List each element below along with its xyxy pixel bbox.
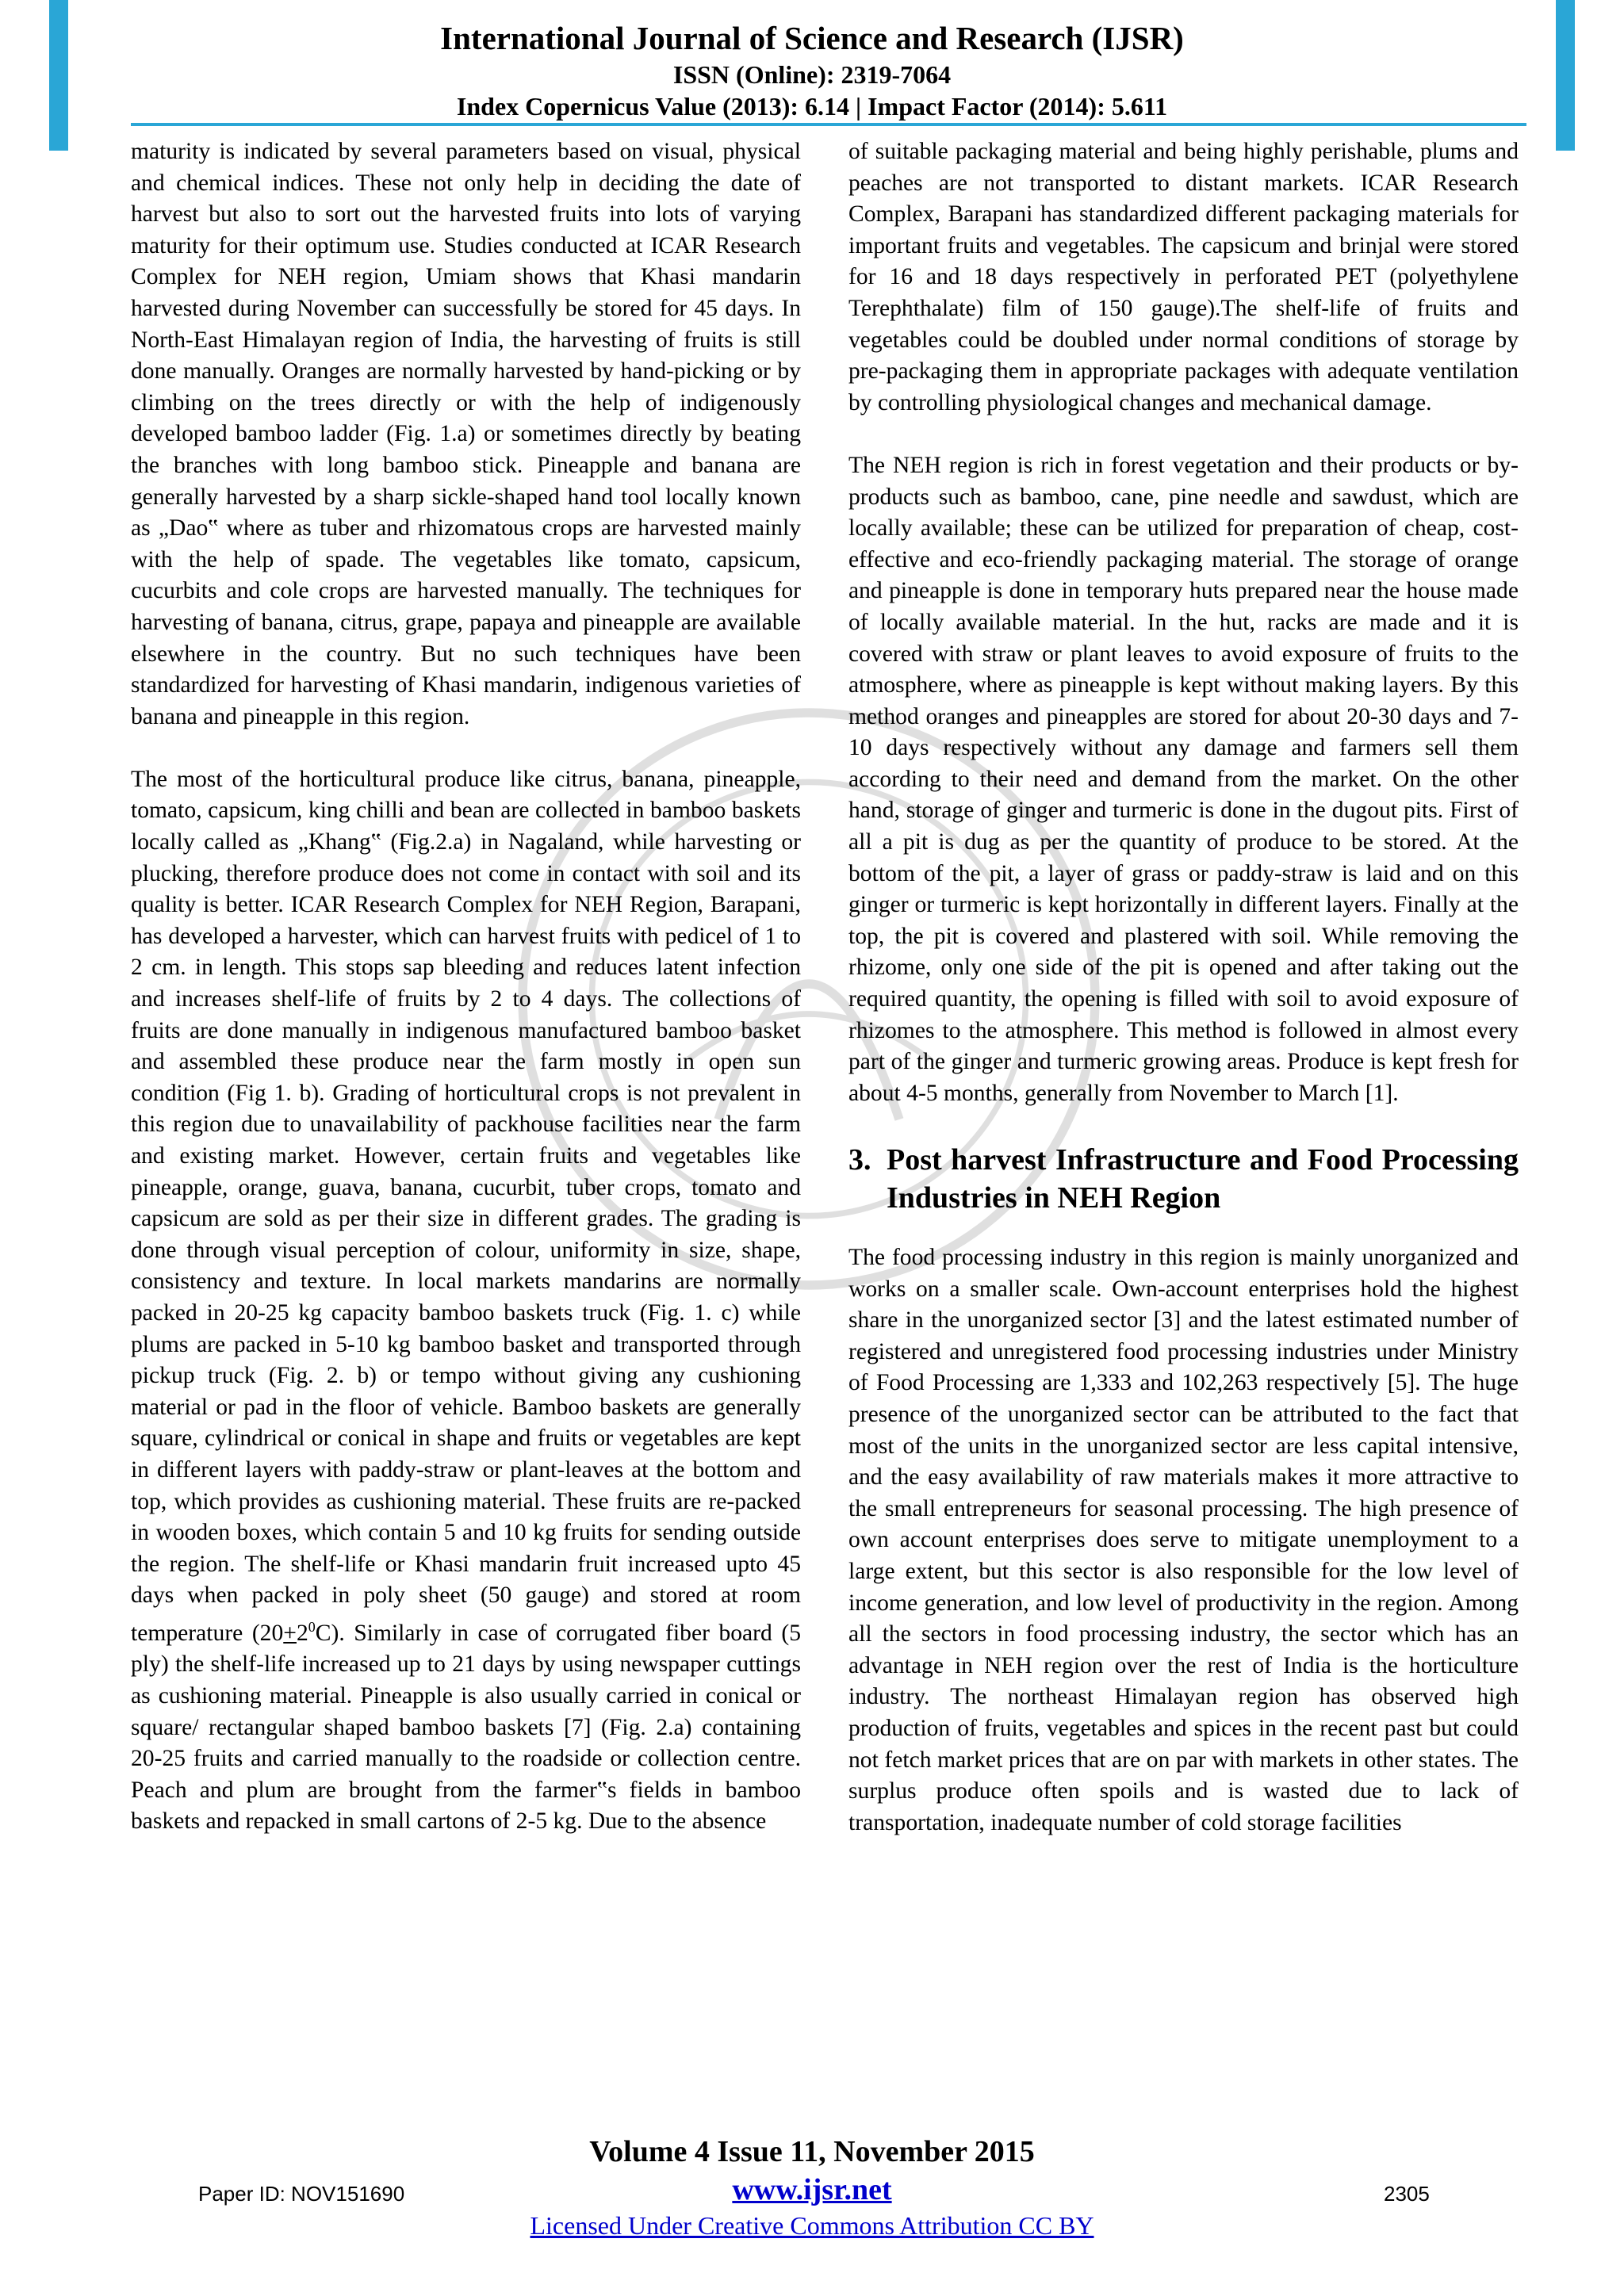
paragraph: of suitable packaging material and being highly perishable, plums and peaches are not transported to distant markets. ICAR Research Complex, Barapani has standardized different packaging materials for important fruits and vegetables. The capsicum and brinjal were stored for 16 and 18 days respectively in perforated PET (polyethylene Terephthalate) film of 150 gauge).The shelf-life of fruits and vegetables could be doubled under normal conditions of storage by pre-packaging them in appropriate packages with adequate ventilation by controlling physiological changes and mechanical damage. xyxy=(848,139,1519,415)
page-header xyxy=(0,17,1624,122)
journal-title: International Journal of Science and Research (IJSR) xyxy=(440,20,1184,56)
page-number: 2305 xyxy=(1384,2182,1430,2206)
paragraph: The NEH region is rich in forest vegetation and their products or by-products such as bamboo, cane, pine needle and sawdust, which are locally available; these can be utilized for preparation of cheap, cost-effective and eco-friendly packaging material. The storage of orange and pineapple is done in temporary huts prepared near the house made of locally available material. In the hut, racks are made and it is covered with straw or plant leaves to avoid exposure of fruits to the atmosphere, where as pineapple is kept without making layers. By this method oranges and pineapples are stored for about 20-30 days and 7-10 days respectively without any damage and farmers sell them according to their need and demand from the market. On the other hand, storage of ginger and turmeric is done in the dugout pits. First of all a pit is dug as per the quantity of produce to be stored. At the bottom of the pit, a layer of grass or paddy-straw is laid and on this ginger or turmeric is kept horizontally in different layers. Finally at the top, the pit is covered and plastered with soil. While removing the rhizome, only one side of the pit is opened and after taking out the required quantity, the opening is filled with soil to avoid exposure of rhizomes to the atmosphere. This method is followed in almost every part of the ginger and turmeric growing areas. Produce is kept fresh for about 4-5 months, generally from November to March [1]. xyxy=(848,452,1519,1106)
section-number: 3. xyxy=(848,1143,871,1177)
paragraph: The most of the horticultural produce like citrus, banana, pineapple, tomato, capsicum, king chilli and bean are collected in bamboo baskets locally called as „Khang‟ (Fig.2.a) in Nagaland, while harvesting or plucking, therefore produce does not come in contact with soil and its quality is better. ICAR Research Complex for NEH Region, Barapani, has developed a harvester, which can harvest fruits with pedicel of 1 to 2 cm. in length. This stops sap bleeding and reduces latent infection and increases shelf-life of fruits by 2 to 4 days. The collections of fruits are done manually in indigenous manufactured bamboo basket and assembled these produce near the farm mostly in open sun condition (Fig 1. b). Grading of horticultural crops is not prevalent in this region due to unavailability of packhouse facilities near the farm and existing market. However, certain fruits and vegetables like pineapple, orange, guava, banana, cucurbit, tuber crops, tomato and capsicum are sold as per their size in different grades. The grading is done through visual perception of colour, uniformity in size, shape, consistency and texture. In local markets mandarins are normally packed in 20-25 kg capacity bamboo baskets truck (Fig. 1. c) while plums are packed in 5-10 kg bamboo basket and transported through pickup truck (Fig. 2. b) or tempo without giving any cushioning material or pad in the floor of vehicle. Bamboo baskets are generally square, cylindrical or conical in shape and fruits or vegetables are kept in different layers with paddy-straw or plant-leaves at the bottom and top, which provides as cushioning material. These fruits are re-packed in wooden boxes, which contain 5 and 10 kg fruits for sending outside the region. The shelf-life or Khasi mandarin fruit increased upto 45 days when packed in poly sheet (50 gauge) and stored at room temperature $(20+2^0C)$. Similarly in case of corrugated fiber board (5 ply) the shelf-life increased up to 21 days by using newspaper cuttings as cushioning material. Pineapple is also usually carried in conical or square/ rectangular shaped bamboo baskets [7] (Fig. 2.a) containing 20-25 fruits and carried manually to the roadside or collection centre. Peach and plum are brought from the farmer‟s fields in bamboo baskets and repacked in small cartons of 2-5 kg. Due to the absence xyxy=(131,766,801,1835)
journal-website-link[interactable]: www.ijsr.net xyxy=(732,2173,892,2206)
license-link[interactable]: Licensed Under Creative Commons Attribution CC BY xyxy=(530,2211,1094,2240)
issn-line: ISSN (Online): 2319-7064 xyxy=(672,60,952,89)
left-column xyxy=(131,136,801,1838)
volume-line: Volume 4 Issue 11, November 2015 xyxy=(589,2135,1035,2168)
section-title: Post harvest Infrastructure and Food Processing Industries in NEH Region xyxy=(887,1143,1519,1215)
header-divider xyxy=(131,123,1526,126)
section-heading xyxy=(848,1141,1519,1217)
paragraph: The food processing industry in this region is mainly unorganized and works on a smaller scale. Own-account enterprises hold the highest share in the unorganized sector [3] and the latest estimated number of registered and unregistered food processing industries under Ministry of Food Processing are 1,333 and 102,263 respectively [5]. The huge presence of the unorganized sector can be attributed to the fact that most of the units in the unorganized sector are less capital intensive, and the easy availability of raw materials makes it more attractive to the small entrepreneurs for seasonal processing. The high presence of own account enterprises does serve to mitigate unemployment to a large extent, but this sector is also responsible for the low level of income generation, and low level of productivity in the region. Among all the sectors in food processing industry, the sector which has an advantage in NEH region over the rest of India is the horticulture industry. The northeast Himalayan region has observed high production of fruits, vegetables and spices in the recent past but could not fetch market prices that are on par with markets in other states. The surplus produce often spoils and is wasted due to lack of transportation, inadequate number of cold storage facilities xyxy=(848,1245,1519,1835)
right-column xyxy=(848,136,1519,1839)
paragraph: maturity is indicated by several parameters based on visual, physical and chemical indices. These not only help in deciding the date of harvest but also to sort out the harvested fruits into lots of varying maturity for their optimum use. Studies conducted at ICAR Research Complex for NEH region, Umiam shows that Khasi mandarin harvested during November can successfully be stored for 45 days. In North-East Himalayan region of India, the harvesting of fruits is still done manually. Oranges are normally harvested by hand-picking or by climbing on the trees directly or with the help of indigenously developed bamboo ladder (Fig. 1.a) or sometimes directly by beating the branches with long bamboo stick. Pineapple and banana are generally harvested by a sharp sickle-shaped hand tool locally known as „Dao‟ where as tuber and rhizomatous crops are harvested mainly with the help of spade. The vegetables like tomato, capsicum, cucurbits and cole crops are harvested manually. The techniques for harvesting of banana, citrus, grape, papaya and pineapple are available elsewhere in the country. But no such techniques have been standardized for harvesting of Khasi mandarin, indigenous varieties of banana and pineapple in this region. xyxy=(131,139,801,729)
index-line: Index Copernicus Value (2013): 6.14 | Impact Factor (2014): 5.611 xyxy=(456,92,1168,121)
paper-id: Paper ID: NOV151690 xyxy=(198,2182,405,2206)
